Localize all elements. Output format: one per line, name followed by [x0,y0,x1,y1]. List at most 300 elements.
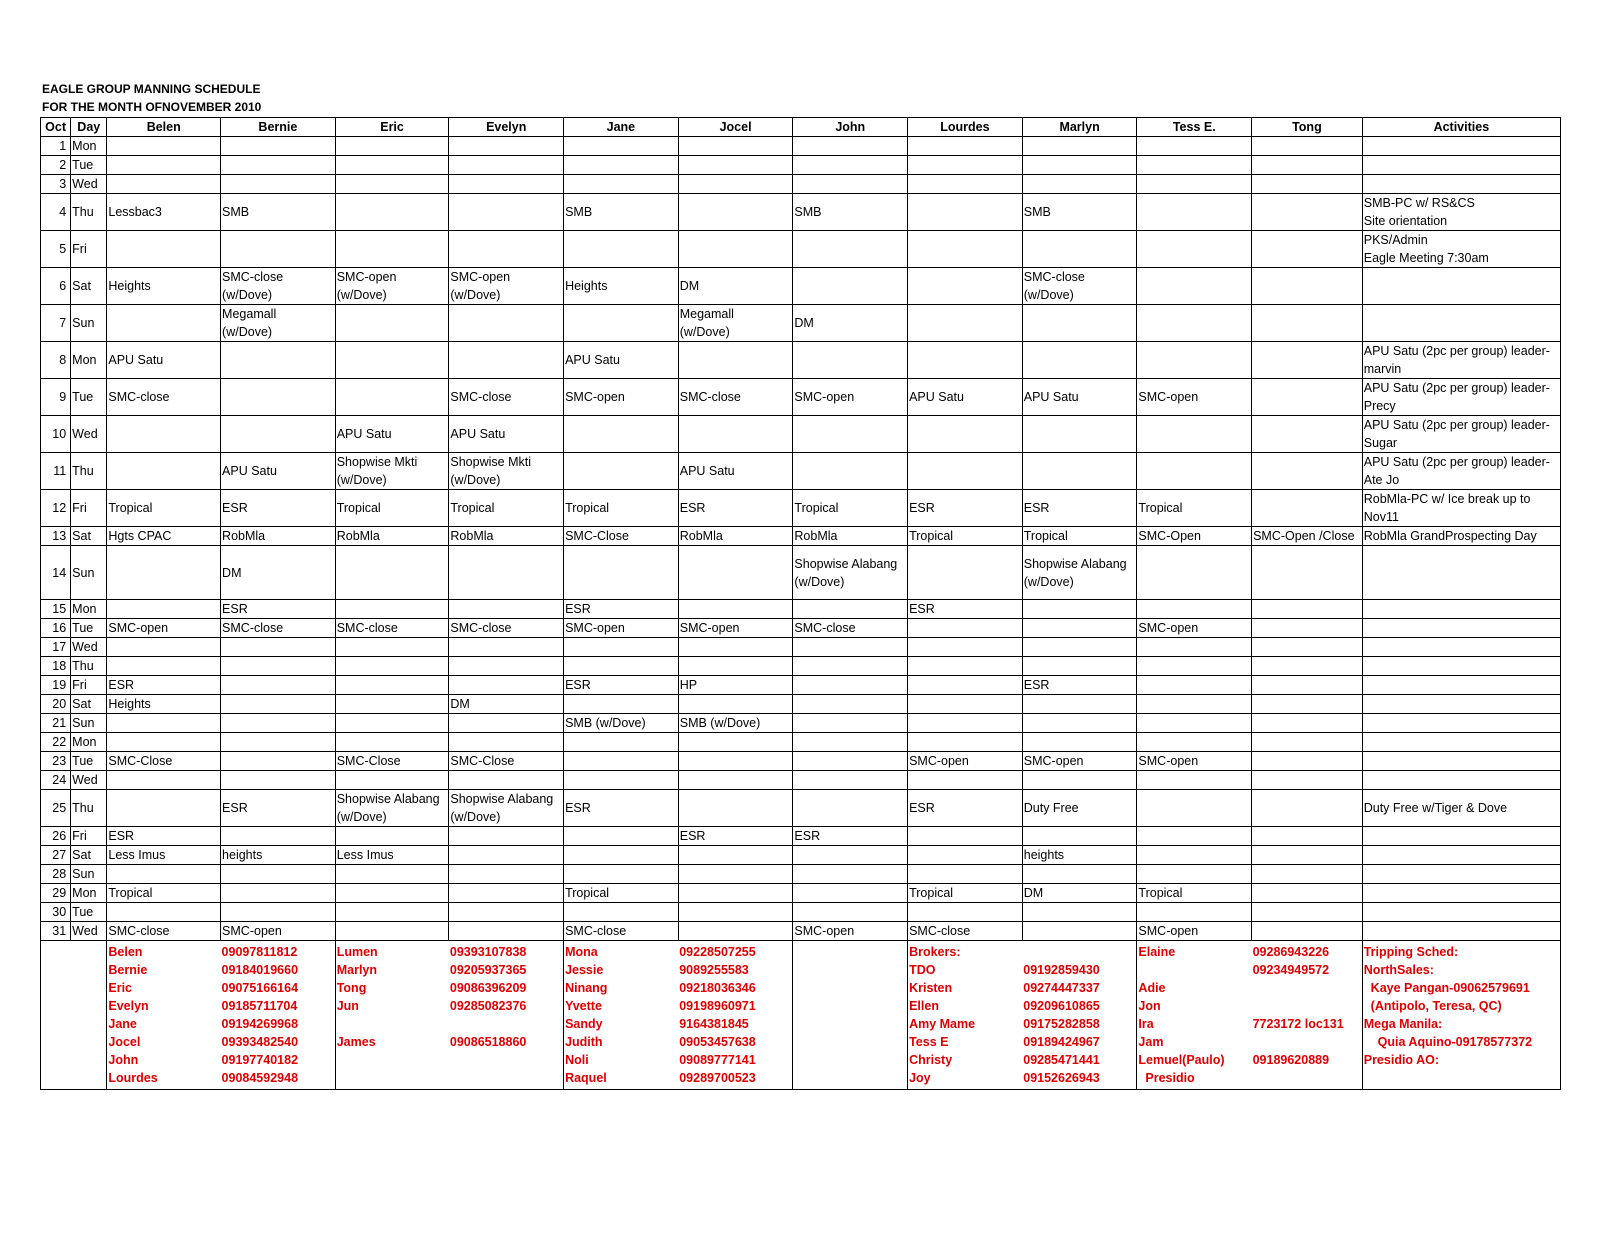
assignment-cell [1137,657,1252,676]
assignment-cell [1022,638,1137,657]
cell-text-line: (w/Dove) [222,325,273,339]
day-cell: Sun [71,714,107,733]
date-cell: 19 [41,676,71,695]
cell-text-line: ESR [108,678,135,692]
activity-cell [1362,619,1560,638]
assignment-cell [564,194,679,231]
contact-entry [794,1015,906,1033]
contact-entry: 09234949572 [1252,963,1330,977]
cell-text-line: ESR [679,501,706,515]
schedule-row [41,194,1561,231]
contact-entry [794,961,906,979]
contact-entry: Joy [909,1071,931,1085]
day-cell: Thu [71,453,107,490]
activity-cell [1362,156,1560,175]
column-header-jane: Jane [564,118,679,137]
cell-text-line: Tropical [909,886,954,900]
assignment-cell [1022,416,1137,453]
cell-text-line: Shopwise Alabang [1023,556,1127,571]
contact-column [1137,941,1252,1090]
cell-text-line: Megamall [679,307,734,321]
cell-text-line: (w/Dove) [450,810,501,824]
assignment-cell [221,305,336,342]
assignment-cell [107,619,221,638]
assignment-cell [335,305,449,342]
contact-entry [450,1015,562,1033]
day-cell: Tue [71,156,107,175]
activity-cell [1362,638,1560,657]
schedule-row [41,714,1561,733]
contacts-row [41,941,1561,1090]
assignment-cell [1252,846,1363,865]
assignment-cell [1137,268,1252,305]
date-cell: 28 [41,865,71,884]
activity-cell [1362,846,1560,865]
contact-entry [1253,979,1361,997]
assignment-cell [107,600,221,619]
contact-entry: 09086518860 [449,1035,527,1049]
cell-text-line: SMB [1023,205,1051,219]
contact-entry: Marlyn [336,963,378,977]
assignment-cell [1137,714,1252,733]
assignment-cell [449,865,564,884]
contact-entry: Kaye Pangan-09062579691 [1363,981,1530,995]
assignment-cell [221,194,336,231]
assignment-cell [221,619,336,638]
cell-text-line: SMC-Open /Close [1253,529,1355,543]
assignment-cell [908,194,1023,231]
date-cell: 21 [41,714,71,733]
assignment-cell [335,546,449,600]
assignment-cell [678,453,793,490]
assignment-cell [1137,827,1252,846]
assignment-cell [908,527,1023,546]
assignment-cell [107,657,221,676]
assignment-cell [564,922,679,941]
assignment-cell [1252,771,1363,790]
contact-column [449,941,564,1090]
contact-entry: 9164381845 [679,1017,749,1031]
assignment-cell [1252,231,1363,268]
activity-cell [1362,527,1560,546]
assignment-cell [335,922,449,941]
contact-entry: Presidio AO: [1363,1053,1439,1067]
contact-entry [794,997,906,1015]
cell-text-line: marvin [1363,362,1402,376]
activity-cell [1362,268,1560,305]
assignment-cell [793,619,908,638]
assignment-cell [793,137,908,156]
activity-cell [1362,790,1560,827]
cell-text-line: ESR [794,829,821,843]
date-cell: 20 [41,695,71,714]
cell-text-line: SMC-open [1138,390,1199,404]
assignment-cell [107,305,221,342]
schedule-row [41,846,1561,865]
assignment-cell [107,733,221,752]
assignment-cell [793,846,908,865]
assignment-cell [1252,490,1363,527]
contact-entry: Ira [1138,1017,1154,1031]
assignment-cell [1022,156,1137,175]
assignment-cell [107,884,221,903]
assignment-cell [793,305,908,342]
cell-text-line: ESR [1023,678,1050,692]
assignment-cell [793,194,908,231]
assignment-cell [793,771,908,790]
day-cell: Thu [71,194,107,231]
assignment-cell [1252,379,1363,416]
assignment-cell [1252,884,1363,903]
assignment-cell [107,268,221,305]
activity-cell [1362,752,1560,771]
assignment-cell [449,827,564,846]
assignment-cell [793,379,908,416]
assignment-cell [107,827,221,846]
assignment-cell [1022,619,1137,638]
cell-text-line: SMC-open [450,270,511,284]
column-header-tess-e: Tess E. [1137,118,1252,137]
activity-cell [1362,771,1560,790]
assignment-cell [678,827,793,846]
schedule-row [41,175,1561,194]
assignment-cell [107,416,221,453]
contact-entry [450,1051,562,1069]
activity-cell [1362,342,1560,379]
cell-text-line: ESR [108,829,135,843]
assignment-cell [1252,619,1363,638]
cell-text-line: SMC-close [108,390,170,404]
assignment-cell [221,733,336,752]
cell-text-line: Tropical [1138,886,1183,900]
day-cell: Tue [71,619,107,638]
assignment-cell [107,790,221,827]
assignment-cell [908,903,1023,922]
contact-column [793,941,908,1090]
cell-text-line: SMC-Close [108,754,173,768]
assignment-cell [221,827,336,846]
assignment-cell [1022,695,1137,714]
activity-cell [1362,175,1560,194]
schedule-row [41,231,1561,268]
assignment-cell [335,175,449,194]
assignment-cell [1137,676,1252,695]
cell-text-line: SMB (w/Dove) [679,716,761,730]
assignment-cell [1137,884,1252,903]
contact-entry: Adie [1138,981,1166,995]
schedule-row [41,453,1561,490]
assignment-cell [793,231,908,268]
assignment-cell [107,638,221,657]
cell-text-line: Eagle Meeting 7:30am [1363,251,1489,265]
cell-text-line: Shopwise Mkti [450,455,531,469]
assignment-cell [107,752,221,771]
cell-text-line: Tropical [1023,529,1068,543]
cell-text-line: SMC-close [450,390,512,404]
date-cell: 29 [41,884,71,903]
date-cell: 11 [41,453,71,490]
assignment-cell [678,416,793,453]
assignment-cell [678,752,793,771]
assignment-cell [107,175,221,194]
day-cell: Tue [71,752,107,771]
cell-text-line: SMC-close [679,390,741,404]
day-cell: Tue [71,903,107,922]
assignment-cell [1137,790,1252,827]
date-cell: 22 [41,733,71,752]
assignment-cell [678,884,793,903]
contact-entry: 09184019660 [221,963,299,977]
assignment-cell [793,638,908,657]
contact-entry [794,1033,906,1051]
column-header-jocel: Jocel [678,118,793,137]
assignment-cell [1022,733,1137,752]
cell-text-line: Tropical [565,886,610,900]
date-cell: 25 [41,790,71,827]
day-cell: Wed [71,922,107,941]
assignment-cell [1252,546,1363,600]
contact-entry [337,1069,448,1087]
assignment-cell [221,865,336,884]
assignment-cell [1252,638,1363,657]
assignment-cell [1137,619,1252,638]
activity-cell [1362,657,1560,676]
assignment-cell [1022,903,1137,922]
cell-text-line: RobMla [794,529,838,543]
day-cell: Sat [71,695,107,714]
assignment-cell [1252,903,1363,922]
assignment-cell [107,231,221,268]
cell-text-line: RobMla-PC w/ Ice break up to [1363,492,1531,506]
contact-column [678,941,793,1090]
assignment-cell [449,453,564,490]
day-cell: Thu [71,657,107,676]
assignment-cell [107,714,221,733]
assignment-cell [678,137,793,156]
assignment-cell [793,527,908,546]
assignment-cell [1137,342,1252,379]
contact-entry: Jessie [565,963,604,977]
cell-text-line: (w/Dove) [450,288,501,302]
assignment-cell [449,922,564,941]
assignment-cell [221,638,336,657]
assignment-cell [1137,733,1252,752]
activity-cell [1362,546,1560,600]
assignment-cell [1252,342,1363,379]
assignment-cell [678,156,793,175]
contact-entry: Christy [909,1053,953,1067]
assignment-cell [793,884,908,903]
cell-text-line: APU Satu [1023,390,1079,404]
assignment-cell [793,175,908,194]
assignment-cell [221,379,336,416]
schedule-row [41,827,1561,846]
cell-text-line: ESR [565,678,591,692]
contact-entry: 09192859430 [1023,963,1100,977]
date-cell: 3 [41,175,71,194]
assignment-cell [1137,865,1252,884]
day-cell: Fri [71,490,107,527]
activity-cell [1362,490,1560,527]
assignment-cell [221,416,336,453]
contact-entry: Jane [108,1017,137,1031]
assignment-cell [564,619,679,638]
assignment-cell [107,846,221,865]
assignment-cell [564,342,679,379]
cell-text-line: (w/Dove) [794,574,845,589]
assignment-cell [107,490,221,527]
assignment-cell [908,752,1023,771]
activity-cell [1362,600,1560,619]
contact-column [107,941,221,1090]
schedule-row [41,695,1561,714]
assignment-cell [107,342,221,379]
assignment-cell [1252,527,1363,546]
cell-text-line: SMB (w/Dove) [565,716,646,730]
assignment-cell [908,453,1023,490]
assignment-cell [793,342,908,379]
contact-entry [1023,943,1135,961]
assignment-cell [564,231,679,268]
assignment-cell [1252,676,1363,695]
contact-entry [794,979,906,997]
cell-text-line: Ate Jo [1363,473,1400,487]
assignment-cell [1252,416,1363,453]
column-header-john: John [793,118,908,137]
assignment-cell [1252,453,1363,490]
day-cell: Thu [71,790,107,827]
cell-text-line: Tropical [336,501,381,515]
assignment-cell [908,342,1023,379]
cell-text-line: DM [222,565,242,580]
assignment-cell [678,638,793,657]
assignment-cell [908,865,1023,884]
cell-text-line: SMC-open [336,270,397,284]
date-cell: 5 [41,231,71,268]
cell-text-line: (w/Dove) [1023,574,1074,589]
assignment-cell [449,268,564,305]
assignment-cell [221,884,336,903]
assignment-cell [564,379,679,416]
contact-entry: Bernie [108,963,148,977]
contact-entry: James [336,1035,376,1049]
cell-text-line: APU Satu [565,353,620,367]
cell-text-line: Shopwise Alabang [794,556,898,571]
cell-text-line: (w/Dove) [1023,288,1074,302]
assignment-cell [678,695,793,714]
assignment-cell [449,490,564,527]
assignment-cell [678,546,793,600]
assignment-cell [1252,790,1363,827]
contact-entry: Tess E [909,1035,949,1049]
contact-entry: 09097811812 [221,945,298,959]
contact-entry: Jon [1138,999,1161,1013]
assignment-cell [678,714,793,733]
assignment-cell [564,695,679,714]
cell-text-line: SMC-open [794,924,855,938]
day-cell: Fri [71,827,107,846]
activity-cell [1362,379,1560,416]
contact-entry: 09194269968 [221,1017,299,1031]
assignment-cell [449,638,564,657]
cell-text-line: APU Satu (2pc per group) leader- [1363,381,1550,395]
schedule-row [41,527,1561,546]
day-cell: Mon [71,342,107,379]
cell-text-line: heights [1023,848,1065,862]
cell-text-line: (w/Dove) [336,473,387,487]
assignment-cell [1022,305,1137,342]
assignment-cell [1137,194,1252,231]
column-header-activities: Activities [1362,118,1560,137]
assignment-cell [1022,827,1137,846]
assignment-cell [1137,416,1252,453]
contact-entry: Quia Aquino-09178577372 [1363,1035,1533,1049]
cell-text-line: Hgts CPAC [108,529,172,543]
cell-text-line: SMC-open [565,390,625,404]
cell-text-line: RobMla [336,529,380,543]
schedule-row [41,790,1561,827]
assignment-cell [449,231,564,268]
assignment-cell [335,231,449,268]
activity-cell [1362,884,1560,903]
cell-text-line: SMC-open [1138,924,1199,938]
cell-text-line: Nov11 [1363,510,1399,524]
cell-text-line: Tropical [108,501,153,515]
assignment-cell [908,546,1023,600]
contact-entry: (Antipolo, Teresa, QC) [1363,999,1502,1013]
assignment-cell [1022,268,1137,305]
day-cell: Mon [71,884,107,903]
assignment-cell [793,752,908,771]
date-cell: 13 [41,527,71,546]
cell-text-line: Tropical [1138,501,1183,515]
schedule-row [41,884,1561,903]
assignment-cell [1252,752,1363,771]
day-cell: Sun [71,305,107,342]
activity-cell [1362,827,1560,846]
assignment-cell [107,527,221,546]
contact-entry [337,1015,448,1033]
assignment-cell [564,903,679,922]
assignment-cell [1252,695,1363,714]
schedule-subtitle: FOR THE MONTH OFNOVEMBER 2010 [42,100,262,114]
assignment-cell [678,619,793,638]
contact-column [564,941,679,1090]
assignment-cell [678,733,793,752]
assignment-cell [908,268,1023,305]
date-cell: 23 [41,752,71,771]
cell-text-line: SMC-open [909,754,969,768]
cell-text-line: APU Satu [222,464,277,478]
cell-text-line: ESR [909,501,935,515]
cell-text-line: DM [794,316,814,330]
assignment-cell [1137,546,1252,600]
assignment-cell [1252,175,1363,194]
assignment-cell [1137,231,1252,268]
activity-cell [1362,453,1560,490]
assignment-cell [221,156,336,175]
day-cell: Wed [71,416,107,453]
assignment-cell [1137,490,1252,527]
contact-entry: Jocel [108,1035,141,1049]
assignment-cell [1022,752,1137,771]
assignment-cell [678,790,793,827]
assignment-cell [793,695,908,714]
assignment-cell [564,865,679,884]
contact-entry: 09152626943 [1023,1071,1100,1085]
contact-entry: Elaine [1138,945,1176,959]
schedule-row [41,156,1561,175]
